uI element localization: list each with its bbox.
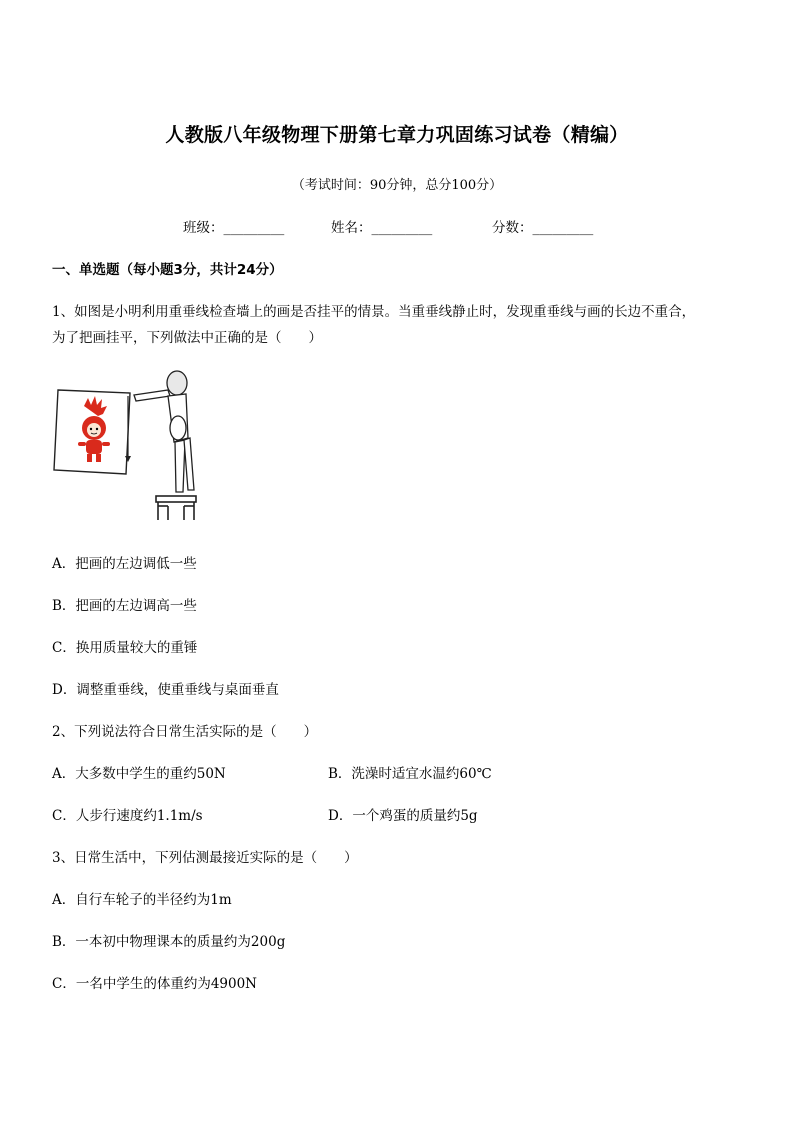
question-2-option-a: A．大多数中学生的重约50N: [52, 766, 226, 782]
question-2-stem: 2、下列说法符合日常生活实际的是（ ）: [52, 724, 318, 740]
plumb-line-illustration: [50, 366, 210, 526]
question-3-option-c: C．一名中学生的体重约为4900N: [52, 976, 257, 992]
plumb-line-figure: [50, 366, 210, 526]
question-2-option-d: D．一个鸡蛋的质量约5g: [328, 808, 478, 824]
question-2-option-c: C．人步行速度约1.1m/s: [52, 808, 203, 824]
class-field: 班级：_________: [183, 220, 285, 236]
stool: [156, 496, 196, 520]
question-3-option-a: A．自行车轮子的半径约为1m: [52, 892, 232, 908]
question-1-option-c: C．换用质量较大的重锤: [52, 640, 198, 656]
question-1-option-a: A．把画的左边调低一些: [52, 556, 197, 572]
question-3-option-b: B．一本初中物理课本的质量约为200g: [52, 934, 286, 950]
score-field: 分数：_________: [492, 220, 594, 236]
question-1-stem-line2: 为了把画挂平，下列做法中正确的是（ ）: [52, 330, 322, 346]
question-3-stem: 3、日常生活中，下列估测最接近实际的是（ ）: [52, 850, 358, 866]
question-2-option-b: B．洗澡时适宜水温约60℃: [328, 766, 492, 782]
question-1-option-d: D．调整重垂线，使重垂线与桌面垂直: [52, 682, 279, 698]
name-field: 姓名：_________: [331, 220, 433, 236]
person: [134, 371, 194, 492]
question-1-stem-line1: 1、如图是小明利用重垂线检查墙上的画是否挂平的情景。当重垂线静止时，发现重垂线与画的长边不重合，: [52, 304, 696, 320]
exam-subtitle: （考试时间：90分钟，总分100分）: [291, 178, 503, 193]
section-title: 一、单选题（每小题3分，共计24分）: [52, 262, 283, 278]
exam-title: 人教版八年级物理下册第七章力巩固练习试卷（精编）: [165, 124, 629, 146]
question-1-option-b: B．把画的左边调高一些: [52, 598, 197, 614]
